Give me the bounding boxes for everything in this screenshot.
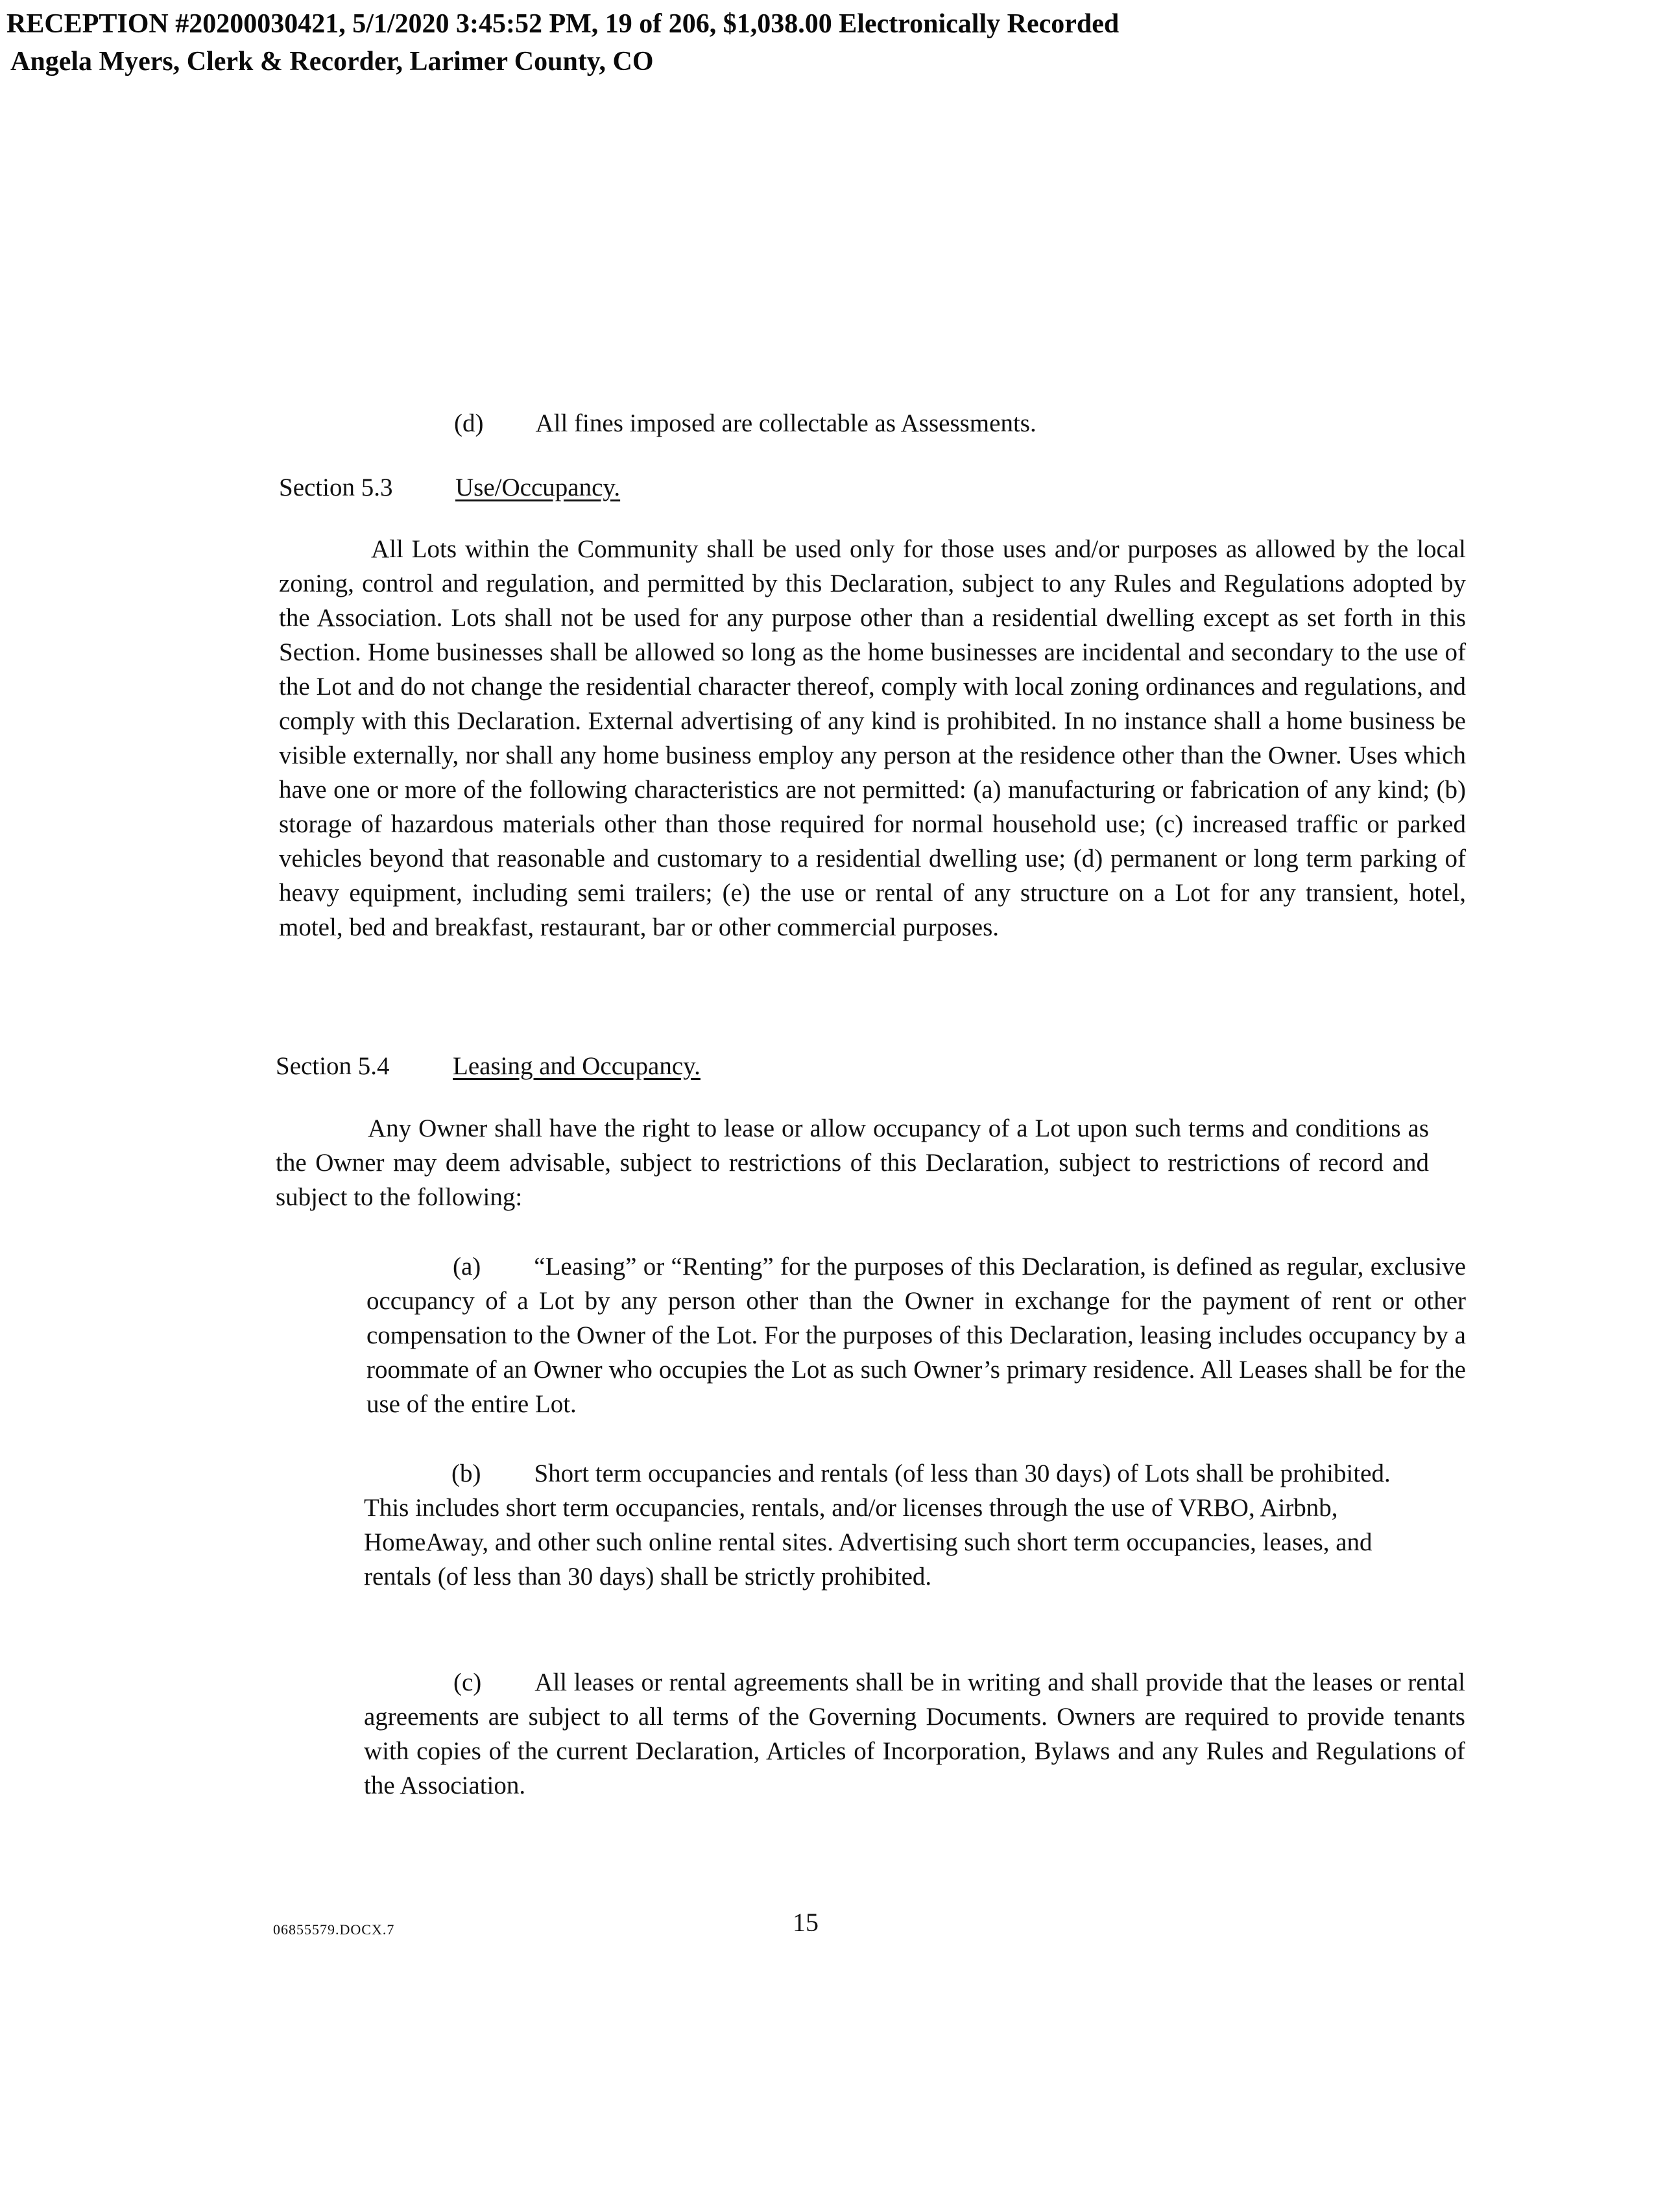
- recording-stamp-line-2: Angela Myers, Clerk & Recorder, Larimer County, CO: [10, 47, 654, 77]
- section-5-3-number: Section 5.3: [279, 474, 393, 501]
- section-5-3-title: Use/Occupancy.: [455, 474, 621, 501]
- list-item-b-text: Short term occupancies and rentals (of less than 30 days) of Lots shall be prohibited. This includes short term occupancies, rentals, and/or licenses through the use of VRBO, Airbnb, HomeAway, and other such online rental sites. Advertising such short term occupancies, leases, and rentals (of less than 30 days) shall be strictly prohibited.: [364, 1460, 1391, 1591]
- recording-stamp: [6, 5, 1119, 80]
- list-item-a-label: (a): [453, 1253, 481, 1280]
- item-d: [454, 406, 1037, 440]
- list-item-c: [364, 1665, 1465, 1803]
- list-item-b: [364, 1456, 1395, 1594]
- item-d-label: (d): [454, 409, 484, 437]
- recording-stamp-line-1: RECEPTION #20200030421, 5/1/2020 3:45:52 PM, 19 of 206, $1,038.00 Electronically Recorded: [6, 9, 1120, 39]
- section-5-4-body: Any Owner shall have the right to lease or allow occupancy of a Lot upon such terms and conditions as the Owner may deem advisable, subject to restrictions of this Declaration, subject to restrictions of record and subject to the following:: [276, 1114, 1429, 1211]
- page-number: 15: [793, 1908, 819, 1937]
- list-item-a-text: “Leasing” or “Renting” for the purposes of this Declaration, is defined as regular, exclusive occupancy of a Lot by any person other than the Owner in exchange for the payment of rent or other compensation to the Owner of the Lot. For the purposes of this Declaration, leasing includes occupancy by a roommate of an Owner who occupies the Lot as such Owner’s primary residence. All Leases shall be for the use of the entire Lot.: [366, 1253, 1466, 1418]
- list-item-b-label: (b): [451, 1460, 481, 1487]
- section-5-4-title: Leasing and Occupancy.: [453, 1052, 701, 1080]
- list-item-c-text: All leases or rental agreements shall be in writing and shall provide that the leases or rental agreements are subject to all terms of the Governing Documents. Owners are required to provide tenants with copies of the current Declaration, Articles of Incorporation, Bylaws and any Rules and Regulations of the Association.: [364, 1668, 1465, 1799]
- document-code: 06855579.DOCX.7: [273, 1921, 395, 1938]
- section-5-3-body: All Lots within the Community shall be used only for those uses and/or purposes as allowed by the local zoning, control and regulation, and permitted by this Declaration, subject to any Rules and Regulations adopted by the Association. Lots shall not be used for any purpose other than a residential dwelling except as set forth in this Section. Home businesses shall be allowed so long as the home businesses are incidental and secondary to the use of the Lot and do not change the residential character thereof, comply with local zoning ordinances and regulations, and comply with this Declaration. External advertising of any kind is prohibited. In no instance shall a home business be visible externally, nor shall any home business employ any person at the residence other than the Owner. Uses which have one or more of the following characteristics are not permitted: (a) manufacturing or fabrication of any kind; (b) storage of hazardous materials other than those required for normal household use; (c) increased traffic or parked vehicles beyond that reasonable and customary to a residential dwelling use; (d) permanent or long term parking of heavy equipment, including semi trailers; (e) the use or rental of any structure on a Lot for any transient, hotel, motel, bed and breakfast, restaurant, bar or other commercial purposes.: [279, 535, 1466, 941]
- list-item-a: [366, 1249, 1466, 1421]
- list-item-c-label: (c): [453, 1668, 482, 1696]
- item-d-text: All fines imposed are collectable as Assessments.: [535, 409, 1037, 437]
- section-5-4-number: Section 5.4: [276, 1052, 390, 1080]
- section-5-3-heading: [279, 470, 392, 505]
